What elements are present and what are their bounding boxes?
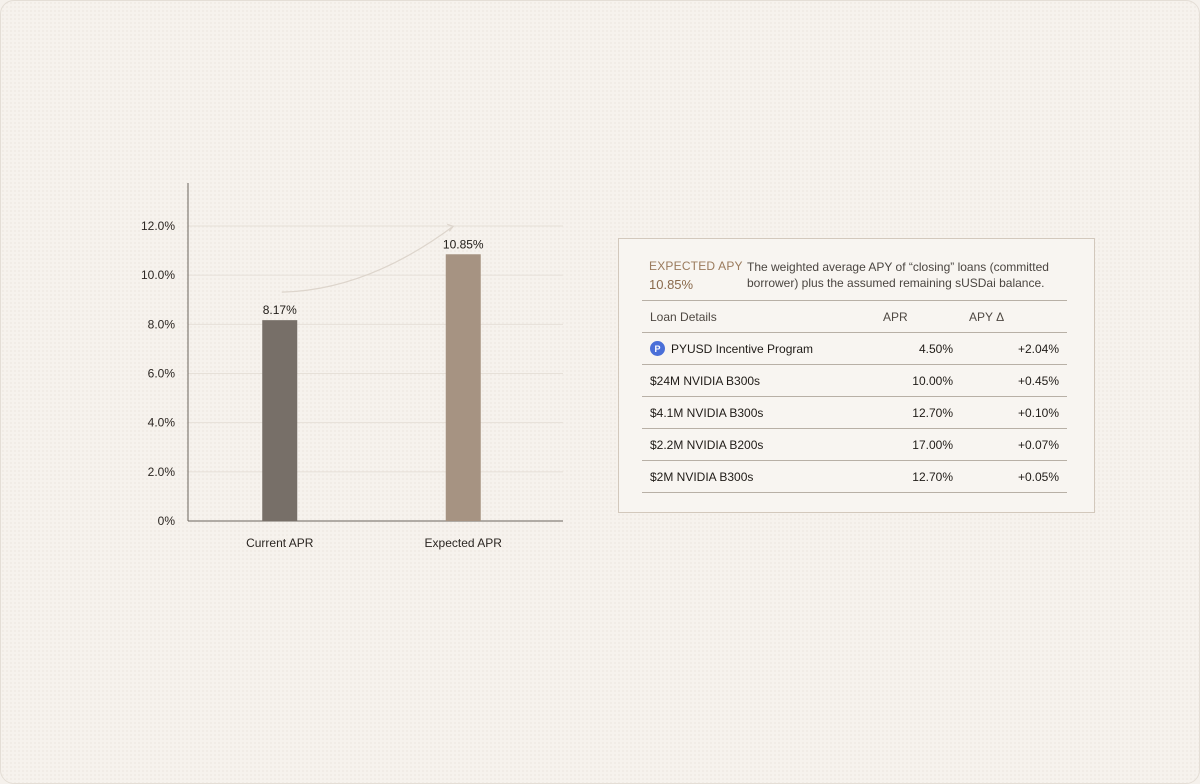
loan-apy-delta: +0.45% <box>961 365 1067 397</box>
loan-name: PYUSD Incentive Program <box>671 341 814 356</box>
bar-value-label: 10.85% <box>442 237 484 252</box>
table-header-row <box>642 301 1067 333</box>
x-tick-label: Expected APR <box>424 536 502 550</box>
loan-table <box>642 300 1067 493</box>
y-tick-label: 10.0% <box>140 268 175 283</box>
expected-apy-value: 10.85% <box>649 277 694 292</box>
loan-apy-delta: +0.10% <box>961 397 1067 429</box>
bar-value-label: 8.17% <box>262 303 297 318</box>
table-row[interactable] <box>642 397 1067 429</box>
expected-apy-description: The weighted average APY of “closing” loans (committed borrower) plus the assumed remaining sUSDai balance. <box>747 260 1049 290</box>
trend-arrow <box>282 226 454 292</box>
x-tick-label: Current APR <box>246 536 314 550</box>
header-loan-details: Loan Details <box>642 301 875 333</box>
expected-apy-label: EXPECTED APY <box>649 259 743 273</box>
loan-name-cell <box>642 333 875 365</box>
y-tick-label: 12.0% <box>140 219 175 233</box>
loan-apy-delta: +0.07% <box>961 429 1067 461</box>
y-tick-label: 0% <box>157 514 175 528</box>
loan-apr: 10.00% <box>875 365 961 397</box>
table-row[interactable] <box>642 333 1067 365</box>
table-row[interactable] <box>642 461 1067 493</box>
loan-apy-delta: +2.04% <box>961 333 1067 365</box>
loan-name: $2M NVIDIA B300s <box>642 461 875 493</box>
loan-apr: 12.70% <box>875 461 961 493</box>
table-row[interactable] <box>642 429 1067 461</box>
table-row[interactable] <box>642 365 1067 397</box>
header-apy-delta: APY Δ <box>961 301 1067 333</box>
loan-name: $4.1M NVIDIA B300s <box>642 397 875 429</box>
y-tick-label: 4.0% <box>147 415 175 430</box>
bar-current-apr <box>262 320 297 521</box>
loan-apy-delta: +0.05% <box>961 461 1067 493</box>
loan-apr: 4.50% <box>875 333 961 365</box>
apy-summary <box>649 259 1069 301</box>
pyusd-coin-icon: P <box>650 341 665 356</box>
header-apr: APR <box>875 301 961 333</box>
y-tick-label: 8.0% <box>147 317 175 332</box>
loan-name: $24M NVIDIA B300s <box>642 365 875 397</box>
loan-apr: 17.00% <box>875 429 961 461</box>
y-tick-label: 2.0% <box>147 464 175 479</box>
bar-expected-apr <box>446 254 481 521</box>
loan-apr: 12.70% <box>875 397 961 429</box>
loan-name: $2.2M NVIDIA B200s <box>642 429 875 461</box>
expected-apy-panel <box>618 238 1095 513</box>
y-tick-label: 6.0% <box>147 366 175 381</box>
